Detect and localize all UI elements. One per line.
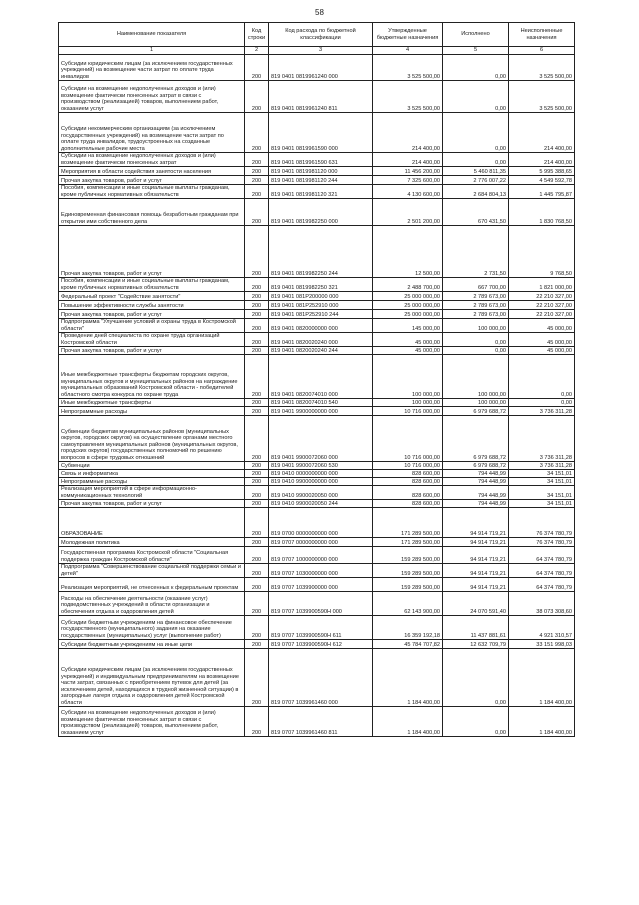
row-budget-code: 819 0707 1039900590Н 612 — [269, 640, 373, 649]
table-row — [59, 185, 575, 199]
row-remaining: 1 830 768,50 — [509, 199, 575, 226]
row-name: Субсидии бюджетным учреждениям на иные цели — [59, 640, 245, 649]
row-line-code: 200 — [245, 176, 269, 185]
row-remaining: 1 184 400,00 — [509, 649, 575, 707]
row-budget-code: 819 0707 0000000000 000 — [269, 538, 373, 547]
row-remaining: 214 400,00 — [509, 153, 575, 167]
row-approved: 171 289 500,00 — [373, 538, 443, 547]
row-line-code: 200 — [245, 470, 269, 478]
table-row — [59, 478, 575, 486]
row-approved: 45 784 707,82 — [373, 640, 443, 649]
row-remaining: 4 921 310,57 — [509, 616, 575, 640]
row-budget-code: 819 0401 0820020240 000 — [269, 333, 373, 347]
table-row — [59, 347, 575, 355]
row-name: Субсидии юридическим лицам (за исключением государственных учреждений) и индивидуальным предпринимателям на возмещение части затрат, связанных с приобретением путевок для детей (за исключением детей, находящихся в трудной жизненной ситуации) в загородные лагеря отдыха и оздоровления детей Костромской области — [59, 649, 245, 707]
row-remaining: 22 210 327,00 — [509, 301, 575, 310]
row-executed: 100 000,00 — [443, 355, 509, 399]
table-row — [59, 319, 575, 333]
row-budget-code: 819 0401 0819961590 631 — [269, 153, 373, 167]
row-approved: 159 289 500,00 — [373, 564, 443, 578]
row-line-code: 200 — [245, 592, 269, 616]
row-remaining: 1 445 795,87 — [509, 185, 575, 199]
row-budget-code: 819 0707 1030000000 000 — [269, 564, 373, 578]
row-executed: 2 776 007,22 — [443, 176, 509, 185]
row-remaining: 64 374 780,79 — [509, 578, 575, 592]
row-budget-code: 819 0401 081P252910 000 — [269, 301, 373, 310]
row-approved: 828 600,00 — [373, 486, 443, 500]
row-line-code: 200 — [245, 616, 269, 640]
row-name: Мероприятия в области содействия занятости населения — [59, 167, 245, 176]
row-approved: 171 289 500,00 — [373, 508, 443, 538]
row-executed: 12 632 709,79 — [443, 640, 509, 649]
row-remaining: 34 151,01 — [509, 470, 575, 478]
table-row — [59, 538, 575, 547]
table-row — [59, 407, 575, 416]
row-name: Субсидии бюджетным учреждениям на финансовое обеспечение государственного (муниципального) задания на оказание государственных (муниципальных) услуг (выполнение работ) — [59, 616, 245, 640]
row-executed: 0,00 — [443, 707, 509, 737]
table-row — [59, 500, 575, 508]
table-row — [59, 310, 575, 319]
table-row — [59, 226, 575, 278]
row-remaining: 76 374 780,79 — [509, 538, 575, 547]
row-line-code: 200 — [245, 578, 269, 592]
row-name: Субсидии на возмещение недополученных доходов и (или) возмещение фактически понесенных затрат в связи с производством (реализацией) товаров, выполнением работ, оказанием услуг — [59, 707, 245, 737]
table-row — [59, 707, 575, 737]
row-line-code: 200 — [245, 355, 269, 399]
row-line-code: 200 — [245, 292, 269, 301]
row-line-code: 200 — [245, 167, 269, 176]
row-executed: 94 914 719,21 — [443, 578, 509, 592]
row-name: Прочая закупка товаров, работ и услуг — [59, 347, 245, 355]
row-budget-code: 819 0410 9900020050 000 — [269, 486, 373, 500]
row-approved: 2 488 700,00 — [373, 278, 443, 292]
row-approved: 828 600,00 — [373, 478, 443, 486]
row-remaining: 38 073 308,60 — [509, 592, 575, 616]
row-executed: 94 914 719,21 — [443, 547, 509, 564]
row-approved: 45 000,00 — [373, 347, 443, 355]
row-executed: 794 448,99 — [443, 478, 509, 486]
row-approved: 3 525 500,00 — [373, 81, 443, 113]
row-name: Проведение дней специалиста по охране труда организаций Костромской области — [59, 333, 245, 347]
row-name: Прочая закупка товаров, работ и услуг — [59, 226, 245, 278]
table-row — [59, 153, 575, 167]
row-name: Субсидии юридическим лицам (за исключением государственных учреждений) на возмещение части затрат по оплате труда инвалидов — [59, 55, 245, 81]
budget-execution-table — [58, 22, 575, 737]
row-executed: 100 000,00 — [443, 399, 509, 407]
row-budget-code: 819 0707 1039900000 000 — [269, 578, 373, 592]
row-remaining: 76 374 780,79 — [509, 508, 575, 538]
row-name: Повышение эффективности службы занятости — [59, 301, 245, 310]
row-approved: 3 525 500,00 — [373, 55, 443, 81]
row-remaining: 3 525 500,00 — [509, 81, 575, 113]
header-executed: Исполнено — [443, 23, 509, 47]
row-name: Государственная программа Костромской области "Социальная поддержка граждан Костромской области" — [59, 547, 245, 564]
row-remaining: 34 151,01 — [509, 486, 575, 500]
row-executed: 0,00 — [443, 347, 509, 355]
row-remaining: 3 736 311,28 — [509, 416, 575, 462]
row-budget-code: 819 0401 0819981120 321 — [269, 185, 373, 199]
row-name: Непрограммные расходы — [59, 478, 245, 486]
table-row — [59, 508, 575, 538]
row-name: Пособия, компенсации и иные социальные выплаты гражданам, кроме публичных нормативных обязательств — [59, 278, 245, 292]
row-line-code: 200 — [245, 333, 269, 347]
column-index: 2 — [245, 47, 269, 55]
row-name: Субсидии на возмещение недополученных доходов и (или) возмещение фактически понесенных затрат в связи с производством (реализацией) товаров, выполнением работ, оказанием услуг — [59, 81, 245, 113]
row-remaining: 33 151 998,03 — [509, 640, 575, 649]
row-budget-code: 819 0401 0820074010 000 — [269, 355, 373, 399]
row-budget-code: 819 0401 9900000000 000 — [269, 407, 373, 416]
row-budget-code: 819 0410 9900020050 244 — [269, 500, 373, 508]
row-name: Расходы на обеспечение деятельности (оказание услуг) подведомственных учреждений в области организации и обеспечения отдыха и оздоровления детей — [59, 592, 245, 616]
row-budget-code: 819 0401 0819961240 811 — [269, 81, 373, 113]
row-approved: 2 501 200,00 — [373, 199, 443, 226]
header-name: Наименование показателя — [59, 23, 245, 47]
row-approved: 16 359 192,18 — [373, 616, 443, 640]
row-approved: 10 716 000,00 — [373, 462, 443, 470]
table-row — [59, 470, 575, 478]
row-approved: 10 716 000,00 — [373, 407, 443, 416]
row-remaining: 214 400,00 — [509, 113, 575, 153]
row-executed: 5 460 811,35 — [443, 167, 509, 176]
row-approved: 145 000,00 — [373, 319, 443, 333]
row-approved: 45 000,00 — [373, 333, 443, 347]
row-name: Прочая закупка товаров, работ и услуг — [59, 310, 245, 319]
row-remaining: 45 000,00 — [509, 319, 575, 333]
table-row — [59, 462, 575, 470]
page-number: 58 — [315, 8, 324, 17]
row-executed: 0,00 — [443, 55, 509, 81]
row-approved: 12 500,00 — [373, 226, 443, 278]
row-approved: 100 000,00 — [373, 399, 443, 407]
column-index: 4 — [373, 47, 443, 55]
row-executed: 0,00 — [443, 333, 509, 347]
row-executed: 0,00 — [443, 81, 509, 113]
row-approved: 214 400,00 — [373, 153, 443, 167]
row-remaining: 3 736 311,28 — [509, 462, 575, 470]
row-remaining: 1 184 400,00 — [509, 707, 575, 737]
row-executed: 2 789 673,00 — [443, 292, 509, 301]
row-executed: 94 914 719,21 — [443, 538, 509, 547]
row-name: Иные межбюджетные трансферты бюджетам городских округов, муниципальных округов и муниципальных районов на награждение муниципальных образований Костромской области - победителей областного смотра конкурса по охране труда — [59, 355, 245, 399]
row-budget-code: 819 0401 0820020240 244 — [269, 347, 373, 355]
table-row — [59, 55, 575, 81]
table-row — [59, 301, 575, 310]
header-budget-code: Код расхода по бюджетной классификации — [269, 23, 373, 47]
row-remaining: 45 000,00 — [509, 347, 575, 355]
header-line-code: Код строки — [245, 23, 269, 47]
row-line-code: 200 — [245, 226, 269, 278]
row-line-code: 200 — [245, 81, 269, 113]
column-index: 3 — [269, 47, 373, 55]
row-approved: 159 289 500,00 — [373, 578, 443, 592]
row-executed: 6 979 688,72 — [443, 462, 509, 470]
row-name: Иные межбюджетные трансферты — [59, 399, 245, 407]
row-remaining: 9 768,50 — [509, 226, 575, 278]
row-executed: 2 789 673,00 — [443, 301, 509, 310]
table-row — [59, 564, 575, 578]
row-line-code: 200 — [245, 185, 269, 199]
row-budget-code: 819 0401 0819961590 000 — [269, 113, 373, 153]
row-line-code: 200 — [245, 500, 269, 508]
table-row — [59, 81, 575, 113]
row-executed: 24 070 591,40 — [443, 592, 509, 616]
row-name: Субсидии на возмещение недополученных доходов и (или) возмещение фактически понесенных затрат — [59, 153, 245, 167]
row-line-code: 200 — [245, 399, 269, 407]
row-budget-code: 819 0401 0819982250 244 — [269, 226, 373, 278]
row-remaining: 34 151,01 — [509, 478, 575, 486]
row-remaining: 3 736 311,28 — [509, 407, 575, 416]
row-executed: 794 448,99 — [443, 470, 509, 478]
row-approved: 62 143 900,00 — [373, 592, 443, 616]
column-index-row — [59, 47, 575, 55]
row-remaining: 5 995 388,65 — [509, 167, 575, 176]
row-line-code: 200 — [245, 707, 269, 737]
row-executed: 667 700,00 — [443, 278, 509, 292]
table-row — [59, 278, 575, 292]
table-row — [59, 640, 575, 649]
row-approved: 25 000 000,00 — [373, 310, 443, 319]
row-budget-code: 819 0401 0819981120 244 — [269, 176, 373, 185]
row-executed: 670 431,50 — [443, 199, 509, 226]
row-name: Реализация мероприятий, не отнесенных к федеральным проектам — [59, 578, 245, 592]
row-executed: 11 437 881,61 — [443, 616, 509, 640]
row-approved: 4 130 600,00 — [373, 185, 443, 199]
row-name: Подпрограмма "Улучшение условий и охраны труда в Костромской области" — [59, 319, 245, 333]
table-row — [59, 486, 575, 500]
row-line-code: 200 — [245, 462, 269, 470]
row-name: Субвенции бюджетам муниципальных районов (муниципальных округов, городских округов) на осуществление органами местного самоуправления муниципальных районов (муниципальных округов, городских округов) государственных полномочий по решению вопросов в сфере трудовых отношений — [59, 416, 245, 462]
row-name: Прочая закупка товаров, работ и услуг — [59, 176, 245, 185]
row-line-code: 200 — [245, 508, 269, 538]
row-budget-code: 819 0410 0000000000 000 — [269, 470, 373, 478]
table-row — [59, 176, 575, 185]
row-name: ОБРАЗОВАНИЕ — [59, 508, 245, 538]
row-executed: 0,00 — [443, 113, 509, 153]
row-name: Реализация мероприятий в сфере информационно-коммуникационных технологий — [59, 486, 245, 500]
row-executed: 0,00 — [443, 153, 509, 167]
row-line-code: 200 — [245, 640, 269, 649]
row-executed: 100 000,00 — [443, 319, 509, 333]
row-name: Пособия, компенсации и иные социальные выплаты гражданам, кроме публичных нормативных обязательств — [59, 185, 245, 199]
row-approved: 10 716 000,00 — [373, 416, 443, 462]
table-row — [59, 649, 575, 707]
row-line-code: 200 — [245, 310, 269, 319]
row-line-code: 200 — [245, 486, 269, 500]
row-remaining: 4 549 592,78 — [509, 176, 575, 185]
row-remaining: 0,00 — [509, 399, 575, 407]
table-row — [59, 416, 575, 462]
row-name: Подпрограмма "Совершенствование социальной поддержки семьи и детей" — [59, 564, 245, 578]
row-name: Единовременная финансовая помощь безработным гражданам при открытии ими собственного дела — [59, 199, 245, 226]
row-executed: 6 979 688,72 — [443, 407, 509, 416]
row-budget-code: 819 0401 0819981120 000 — [269, 167, 373, 176]
row-approved: 828 600,00 — [373, 500, 443, 508]
table-row — [59, 167, 575, 176]
row-executed: 794 448,99 — [443, 500, 509, 508]
table-row — [59, 199, 575, 226]
table-row — [59, 616, 575, 640]
row-executed: 2 731,50 — [443, 226, 509, 278]
row-line-code: 200 — [245, 55, 269, 81]
row-executed: 2 789 673,00 — [443, 310, 509, 319]
row-remaining: 45 000,00 — [509, 333, 575, 347]
row-line-code: 200 — [245, 347, 269, 355]
row-approved: 159 289 500,00 — [373, 547, 443, 564]
row-budget-code: 819 0401 9900072060 530 — [269, 462, 373, 470]
row-name: Молодежная политика — [59, 538, 245, 547]
table-row — [59, 399, 575, 407]
row-line-code: 200 — [245, 538, 269, 547]
row-approved: 11 456 200,00 — [373, 167, 443, 176]
row-name: Непрограммные расходы — [59, 407, 245, 416]
row-line-code: 200 — [245, 407, 269, 416]
row-line-code: 200 — [245, 153, 269, 167]
row-budget-code: 819 0707 1039900590Н 000 — [269, 592, 373, 616]
row-approved: 25 000 000,00 — [373, 301, 443, 310]
row-remaining: 22 210 327,00 — [509, 292, 575, 301]
table-row — [59, 113, 575, 153]
row-executed: 94 914 719,21 — [443, 564, 509, 578]
row-remaining: 1 821 000,00 — [509, 278, 575, 292]
table-row — [59, 333, 575, 347]
row-line-code: 200 — [245, 113, 269, 153]
row-remaining: 3 525 500,00 — [509, 55, 575, 81]
row-executed: 0,00 — [443, 649, 509, 707]
row-line-code: 200 — [245, 564, 269, 578]
column-index: 5 — [443, 47, 509, 55]
table-row — [59, 578, 575, 592]
row-budget-code: 819 0707 1039961460 811 — [269, 707, 373, 737]
row-approved: 214 400,00 — [373, 113, 443, 153]
row-name: Субвенции — [59, 462, 245, 470]
header-approved: Утвержденные бюджетные назначения — [373, 23, 443, 47]
row-approved: 1 184 400,00 — [373, 707, 443, 737]
table-row — [59, 547, 575, 564]
row-budget-code: 819 0700 0000000000 000 — [269, 508, 373, 538]
row-approved: 100 000,00 — [373, 355, 443, 399]
row-line-code: 200 — [245, 301, 269, 310]
row-executed: 794 448,99 — [443, 486, 509, 500]
row-budget-code: 819 0401 081P200000 000 — [269, 292, 373, 301]
table-row — [59, 355, 575, 399]
column-index: 6 — [509, 47, 575, 55]
row-budget-code: 819 0410 9900000000 000 — [269, 478, 373, 486]
row-remaining: 22 210 327,00 — [509, 310, 575, 319]
row-approved: 828 600,00 — [373, 470, 443, 478]
header-row — [59, 23, 575, 47]
row-budget-code: 819 0401 9900072060 000 — [269, 416, 373, 462]
row-line-code: 200 — [245, 319, 269, 333]
row-budget-code: 819 0401 0819982250 321 — [269, 278, 373, 292]
row-approved: 7 325 600,00 — [373, 176, 443, 185]
row-name: Связь и информатика — [59, 470, 245, 478]
header-remaining: Неисполненные назначения — [509, 23, 575, 47]
row-executed: 94 914 719,21 — [443, 508, 509, 538]
row-line-code: 200 — [245, 649, 269, 707]
column-index: 1 — [59, 47, 245, 55]
row-approved: 25 000 000,00 — [373, 292, 443, 301]
row-line-code: 200 — [245, 278, 269, 292]
row-budget-code: 819 0707 1039961460 000 — [269, 649, 373, 707]
row-budget-code: 819 0401 0820074010 540 — [269, 399, 373, 407]
row-line-code: 200 — [245, 547, 269, 564]
row-line-code: 200 — [245, 199, 269, 226]
table-row — [59, 592, 575, 616]
row-budget-code: 819 0707 1039900590Н 611 — [269, 616, 373, 640]
row-executed: 2 684 804,13 — [443, 185, 509, 199]
row-remaining: 0,00 — [509, 355, 575, 399]
row-approved: 1 184 400,00 — [373, 649, 443, 707]
row-remaining: 64 374 780,79 — [509, 564, 575, 578]
row-line-code: 200 — [245, 416, 269, 462]
row-executed: 6 979 688,72 — [443, 416, 509, 462]
row-budget-code: 819 0707 1000000000 000 — [269, 547, 373, 564]
table-row — [59, 292, 575, 301]
row-remaining: 64 374 780,79 — [509, 547, 575, 564]
row-budget-code: 819 0401 0819982250 000 — [269, 199, 373, 226]
row-name: Субсидии некоммерческим организациям (за исключением государственных учреждений) на возмещение части затрат по оплате труда инвалидов, трудоустроенных на созданные дополнительные рабочие места — [59, 113, 245, 153]
row-name: Федеральный проект "Содействие занятости" — [59, 292, 245, 301]
row-name: Прочая закупка товаров, работ и услуг — [59, 500, 245, 508]
row-budget-code: 819 0401 0820000000 000 — [269, 319, 373, 333]
row-remaining: 34 151,01 — [509, 500, 575, 508]
row-budget-code: 819 0401 0819961240 000 — [269, 55, 373, 81]
row-line-code: 200 — [245, 478, 269, 486]
row-budget-code: 819 0401 081P252910 244 — [269, 310, 373, 319]
